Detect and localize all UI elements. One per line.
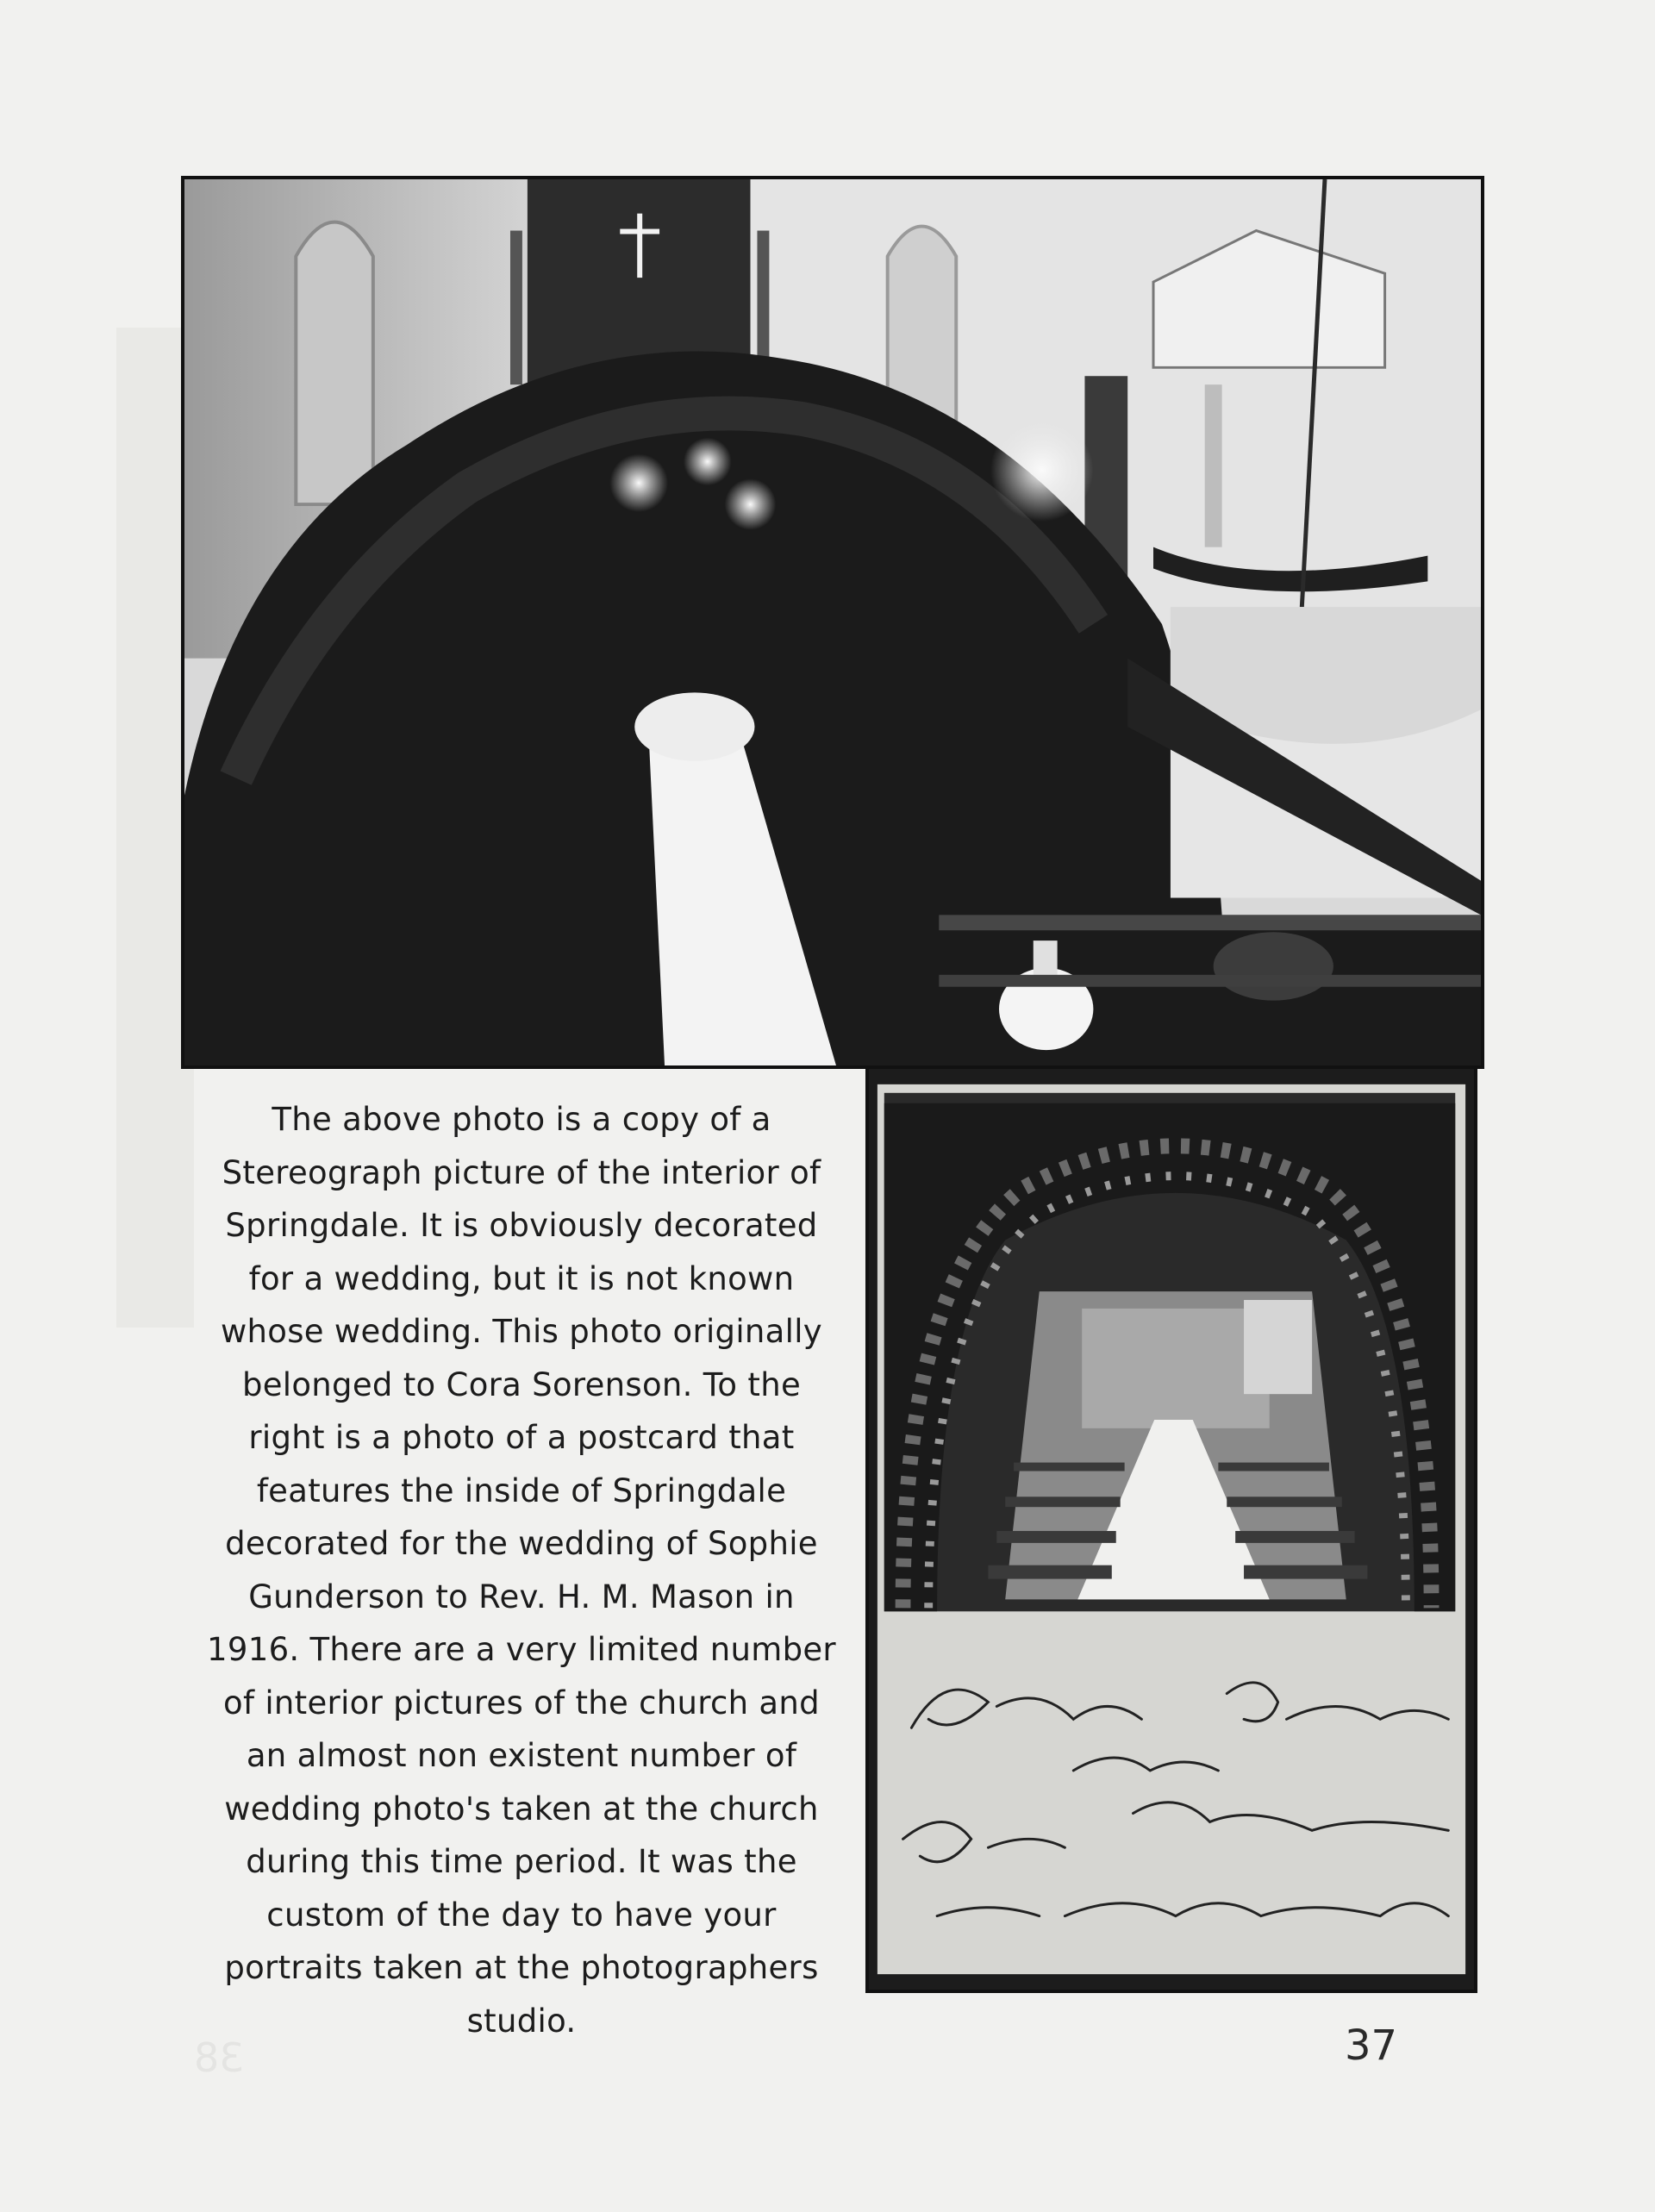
photo-caption: The above photo is a copy of a Stereograph picture of the interior of Springdale. It is obviously decorated for a wedding, but it is not known whose wedding. This photo originally belonged to Cora Sorenson. To the right is a photo of a postcard that features the inside of Springdale decorated for the wedding of Sophie Gunderson to Rev. H. M. Mason in 1916. There are a very limited number of interior pictures of the church and an almost non existent number of wedding photo's taken at the church during this time period. It was the custom of the day to have your portraits taken at the photographers studio. <box>207 1101 836 2040</box>
stereograph-photo <box>181 176 1484 1069</box>
postcard-photo <box>865 1065 1477 1993</box>
page-number: 37 <box>1345 2021 1398 2070</box>
facing-page-number: 38 <box>194 2034 245 2081</box>
